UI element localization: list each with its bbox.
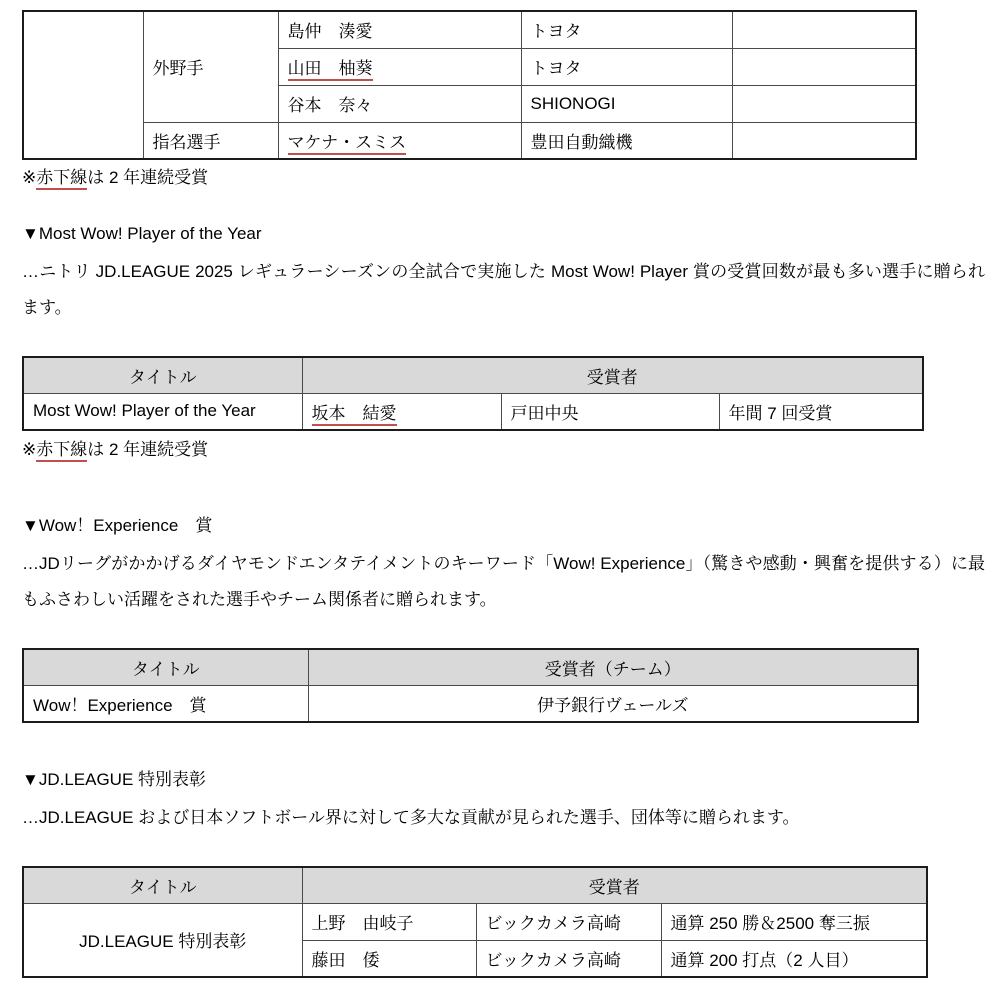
wow-experience-table xyxy=(22,648,919,723)
position-cell: 指名選手 xyxy=(143,122,278,159)
empty-cell xyxy=(732,11,916,48)
top-awards-table xyxy=(22,10,917,160)
table-row xyxy=(23,11,916,48)
section-heading-wow-experience: ▼Wow！Experience 賞 xyxy=(22,516,213,535)
table-header-row xyxy=(23,867,927,903)
award-detail: 通算 200 打点（2 人目） xyxy=(661,940,927,977)
section-heading-special-award: ▼JD.LEAGUE 特別表彰 xyxy=(22,770,207,789)
team-name: 戸田中央 xyxy=(501,393,719,430)
player-name xyxy=(302,393,501,430)
section-description-special-award: …JD.LEAGUE および日本ソフトボール界に対して多大な貢献が見られた選手、団体等に贈られます。 xyxy=(22,808,800,827)
legend-note xyxy=(22,164,985,192)
empty-cell xyxy=(732,122,916,159)
table-header-row xyxy=(23,649,918,685)
table-row xyxy=(23,122,916,159)
section-description-wow-experience: …JDリーグがかかげるダイヤモンドエンタテイメントのキーワード「Wow! Experience」（驚きや感動・興奮を提供する）に最もふさわしい活躍をされた選手やチーム関係者に贈られます。 xyxy=(22,554,985,609)
table-row xyxy=(23,903,927,940)
player-name: 谷本 奈々 xyxy=(278,85,521,122)
team-name: 豊田自動織機 xyxy=(521,122,732,159)
section-heading-most-wow: ▼Most Wow! Player of the Year xyxy=(22,224,262,243)
column-header-title: タイトル xyxy=(23,649,308,685)
award-title: Wow！Experience 賞 xyxy=(23,685,308,722)
column-header-winner: 受賞者 xyxy=(302,867,927,903)
team-name: トヨタ xyxy=(521,11,732,48)
player-name-underlined: 山田 柚葵 xyxy=(288,59,373,81)
column-header-title: タイトル xyxy=(23,867,302,903)
section-description-most-wow: …ニトリ JD.LEAGUE 2025 レギュラーシーズンの全試合で実施した Most Wow! Player 賞の受賞回数が最も多い選手に贈られます。 xyxy=(22,262,985,317)
empty-cell xyxy=(732,85,916,122)
team-name: ビックカメラ高崎 xyxy=(476,940,661,977)
note-suffix: は 2 年連続受賞 xyxy=(87,168,209,187)
player-name: 島仲 湊愛 xyxy=(278,11,521,48)
empty-cell xyxy=(732,48,916,85)
column-header-winner: 受賞者（チーム） xyxy=(308,649,918,685)
award-title: JD.LEAGUE 特別表彰 xyxy=(23,903,302,977)
column-header-winner: 受賞者 xyxy=(302,357,923,393)
note-prefix: ※ xyxy=(22,168,37,187)
note-underlined-term: 赤下線 xyxy=(36,168,87,190)
note-prefix: ※ xyxy=(22,440,37,459)
team-name: SHIONOGI xyxy=(521,85,732,122)
table-header-row xyxy=(23,357,923,393)
special-award-table xyxy=(22,866,928,978)
legend-note xyxy=(22,436,985,464)
table-row xyxy=(23,393,923,430)
table-row xyxy=(23,685,918,722)
award-detail: 年間 7 回受賞 xyxy=(719,393,923,430)
player-name: 藤田 倭 xyxy=(302,940,476,977)
team-name: ビックカメラ高崎 xyxy=(476,903,661,940)
column-header-title: タイトル xyxy=(23,357,302,393)
note-suffix: は 2 年連続受賞 xyxy=(87,440,209,459)
player-name-underlined: マケナ・スミス xyxy=(288,133,407,155)
position-cell: 外野手 xyxy=(143,11,278,122)
award-title: Most Wow! Player of the Year xyxy=(23,393,302,430)
winner-team-name: 伊予銀行ヴェールズ xyxy=(308,685,918,722)
player-name xyxy=(278,48,521,85)
player-name: 上野 由岐子 xyxy=(302,903,476,940)
most-wow-table xyxy=(22,356,924,431)
note-underlined-term: 赤下線 xyxy=(36,440,87,462)
player-name xyxy=(278,122,521,159)
player-name-underlined: 坂本 結愛 xyxy=(312,404,397,426)
team-name: トヨタ xyxy=(521,48,732,85)
award-detail: 通算 250 勝＆2500 奪三振 xyxy=(661,903,927,940)
empty-award-cell xyxy=(23,11,143,159)
